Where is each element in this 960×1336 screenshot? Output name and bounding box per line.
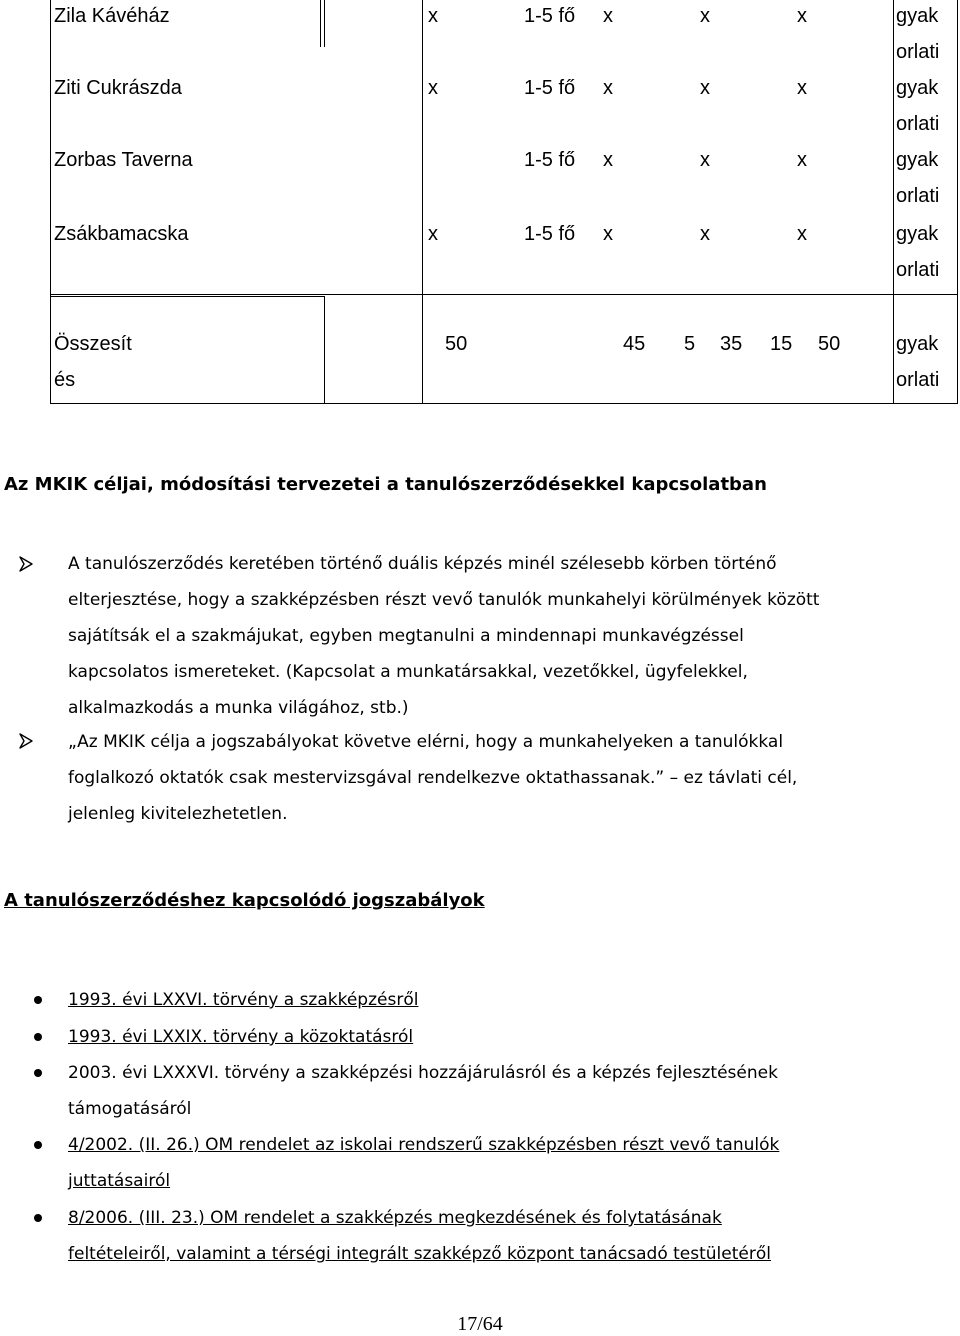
law-item-line: 8/2006. (III. 23.) OM rendelet a szakképzés megkezdésének és folytatásának	[68, 1208, 722, 1228]
table-cell: x	[603, 77, 613, 99]
table-total-value: 50	[818, 333, 841, 355]
law-item-line: támogatásáról	[68, 1099, 192, 1119]
paragraph-line: foglalkozó oktatók csak mestervizsgával rendelkezve oktathassanak.” – ez távlati cél,	[68, 768, 798, 788]
table-col-divider	[320, 0, 321, 47]
table-cell: orlati	[896, 185, 940, 207]
law-item	[68, 1055, 956, 1127]
table-cell: gyak	[896, 77, 939, 99]
table-cell: 1-5 fő	[524, 5, 576, 27]
table-col-divider	[324, 0, 325, 47]
table-total-label: és	[54, 369, 76, 391]
law-item-line: juttatásairól	[68, 1171, 171, 1191]
law-item-line: 1993. évi LXXVI. törvény a szakképzésről	[68, 990, 419, 1010]
table-total-label: Összesít	[54, 333, 132, 355]
paragraph-line: alkalmazkodás a munka világához, stb.)	[68, 698, 409, 718]
table-total-value: 35	[720, 333, 743, 355]
paragraph-line: A tanulószerződés keretében történő duális képzés minél szélesebb körben történő	[68, 554, 777, 574]
table-cell: gyak	[896, 149, 939, 171]
law-item-line: 2003. évi LXXXVI. törvény a szakképzési hozzájárulásról és a képzés fejlesztésének	[68, 1063, 778, 1083]
bullet-dot-icon	[34, 1033, 42, 1041]
table-border-left	[50, 0, 51, 404]
table-total-value: 5	[684, 333, 696, 355]
bullet-dot-icon	[34, 996, 42, 1004]
paragraph-line: jelenleg kivitelezhetetlen.	[68, 804, 288, 824]
table-cell: x	[797, 77, 807, 99]
table-cell: orlati	[896, 369, 940, 391]
law-item-line: 1993. évi LXXIX. törvény a közoktatásról	[68, 1027, 414, 1047]
arrow-bullet-icon	[18, 556, 34, 572]
bullet-paragraph	[68, 724, 956, 832]
paragraph-line: sajátítsák el a szakmájukat, egyben megtanulni a mindennapi munkavégzéssel	[68, 626, 744, 646]
table-total-value: 50	[445, 333, 468, 355]
table-cell: 1-5 fő	[524, 223, 576, 245]
table-cell: x	[603, 149, 613, 171]
table-border-right	[957, 0, 958, 404]
table-cell: gyak	[896, 223, 939, 245]
table-cell: x	[700, 149, 710, 171]
data-table	[0, 0, 960, 410]
table-cell: orlati	[896, 41, 940, 63]
table-cell: x	[797, 149, 807, 171]
table-cell: x	[797, 223, 807, 245]
table-col-divider	[324, 296, 325, 404]
table-cell-name: Zsákbamacska	[54, 223, 189, 245]
section-heading: Az MKIK céljai, módosítási tervezetei a tanulószerződésekkel kapcsolatban	[4, 474, 767, 495]
law-item-line: 4/2002. (II. 26.) OM rendelet az iskolai rendszerű szakképzésben részt vevő tanulók	[68, 1135, 780, 1155]
law-item-link[interactable]	[68, 1200, 956, 1272]
bullet-dot-icon	[34, 1141, 42, 1149]
law-item-link[interactable]	[68, 982, 956, 1018]
section-heading-underlined: A tanulószerződéshez kapcsolódó jogszabályok	[4, 890, 485, 911]
table-cell: 1-5 fő	[524, 149, 576, 171]
paragraph-line: „Az MKIK célja a jogszabályokat követve elérni, hogy a munkahelyeken a tanulókkal	[68, 732, 784, 752]
table-row-divider	[50, 294, 958, 295]
table-cell: x	[428, 5, 438, 27]
table-cell: x	[700, 5, 710, 27]
table-col-divider	[422, 0, 423, 296]
table-cell: x	[428, 77, 438, 99]
table-border-bottom	[50, 403, 958, 404]
paragraph-line: kapcsolatos ismereteket. (Kapcsolat a munkatársakkal, vezetőkkel, ügyfelekkel,	[68, 662, 748, 682]
table-cell: gyak	[896, 333, 939, 355]
table-cell: 1-5 fő	[524, 77, 576, 99]
bullet-dot-icon	[34, 1069, 42, 1077]
bullet-dot-icon	[34, 1214, 42, 1222]
table-cell-name: Ziti Cukrászda	[54, 77, 182, 99]
table-cell: gyak	[896, 5, 939, 27]
arrow-bullet-icon	[18, 733, 34, 749]
table-cell: x	[797, 5, 807, 27]
table-cell: x	[700, 223, 710, 245]
law-item-line: feltételeiről, valamint a térségi integrált szakképző központ tanácsadó testületéről	[68, 1244, 771, 1264]
table-col-divider	[422, 296, 423, 404]
law-item-link[interactable]	[68, 1127, 956, 1199]
table-col-divider	[893, 0, 894, 404]
table-total-value: 15	[770, 333, 793, 355]
law-item-link[interactable]	[68, 1019, 956, 1055]
table-cell: orlati	[896, 113, 940, 135]
table-cell: x	[700, 77, 710, 99]
page-number: 17/64	[457, 1313, 503, 1335]
table-cell: x	[428, 223, 438, 245]
table-cell: x	[603, 5, 613, 27]
table-row-divider	[50, 296, 324, 297]
table-total-value: 45	[623, 333, 646, 355]
table-cell-name: Zila Kávéház	[54, 5, 170, 27]
table-cell: orlati	[896, 259, 940, 281]
table-cell: x	[603, 223, 613, 245]
table-cell-name: Zorbas Taverna	[54, 149, 193, 171]
bullet-paragraph	[68, 546, 956, 726]
paragraph-line: elterjesztése, hogy a szakképzésben részt vevő tanulók munkahelyi körülmények között	[68, 590, 820, 610]
